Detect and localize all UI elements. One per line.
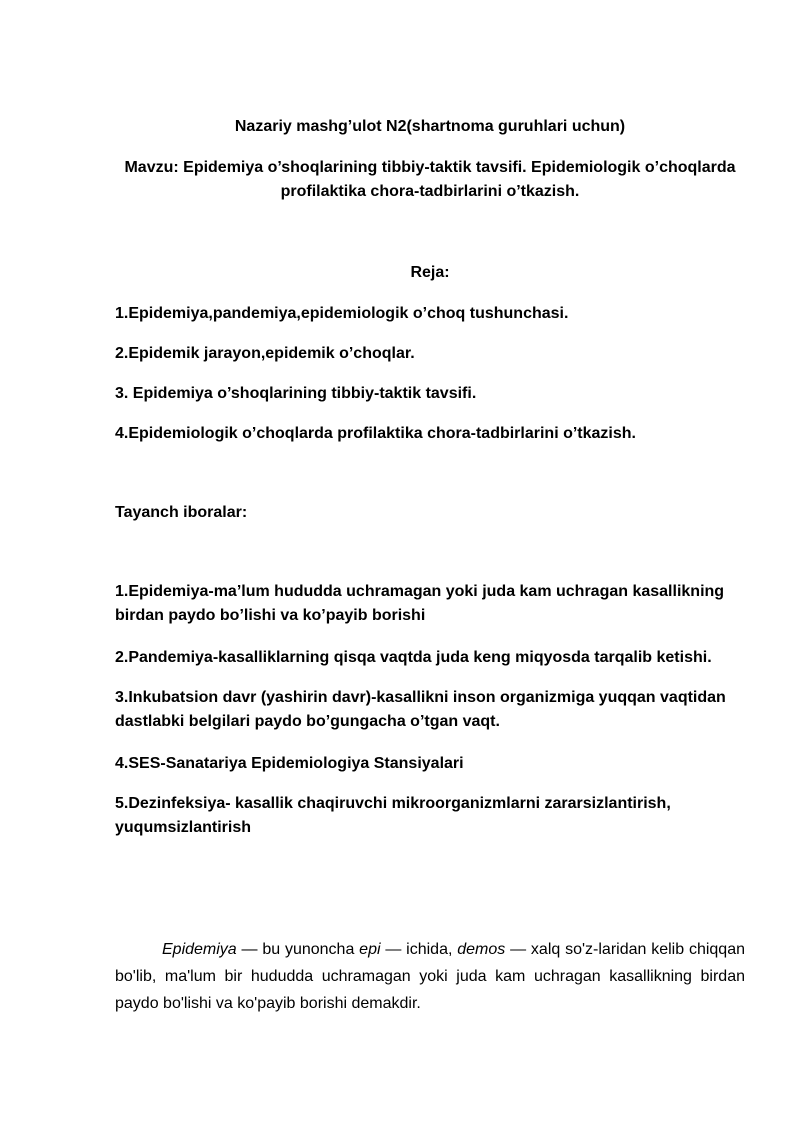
keyword-item-3: 3.Inkubatsion davr (yashirin davr)-kasallikni inson organizmiga yuqqan vaqtidan dastlabki belgilari paydo bo’gungacha o’tgan vaqt. [115,689,726,730]
keyword-item-1: 1.Epidemiya-ma’lum hududda uchramagan yoki juda kam uchragan kasallikning birdan paydo bo’lishi va ko’payib borishi [115,583,725,624]
lecture-title: Nazariy mashg’ulot N2(shartnoma guruhlari uchun) [234,118,626,135]
keyword-item-5: 5.Dezinfeksiya- kasallik chaqiruvchi mikroorganizmlarni zararsizlantirish, yuqumsizlantirish [115,795,671,836]
keyword-item-2: 2.Pandemiya-kasalliklarning qisqa vaqtda juda keng miqyosda tarqalib ketishi. [115,649,712,666]
keywords-heading: Tayanch iboralar: [115,504,248,521]
term-epi: epi [359,941,381,958]
keyword-item-4: 4.SES-Sanatariya Epidemiologiya Stansiyalari [115,755,464,772]
plan-item-2: 2.Epidemik jarayon,epidemik o’choqlar. [115,345,415,362]
plan-item-3: 3. Epidemiya o’shoqlarining tibbiy-taktik tavsifi. [115,385,477,402]
body-text-2: — ichida, [380,941,458,958]
term-epidemiya: Epidemiya [162,941,237,958]
plan-item-4: 4.Epidemiologik o’choqlarda profilaktika chora-tadbirlarini o’tkazish. [115,425,636,442]
body-paragraph [115,936,745,1017]
topic-heading: Mavzu: Epidemiya o’shoqlarining tibbiy-taktik tavsifi. Epidemiologik o’choqlarda profilaktika chora-tadbirlarini o’tkazish. [124,159,736,200]
term-demos: demos [457,941,506,958]
body-text-1: — bu yunoncha [236,941,360,958]
plan-item-1: 1.Epidemiya,pandemiya,epidemiologik o’choq tushunchasi. [115,305,569,322]
body-text-3: — xalq so'z-laridan kelib chiqqan bo'lib, ma'lum bir hududda uchramagan yoki juda kam uchragan kasallikning birdan paydo bo'lishi va ko'payib borishi demakdir. [115,941,745,1012]
plan-heading: Reja: [410,264,450,281]
